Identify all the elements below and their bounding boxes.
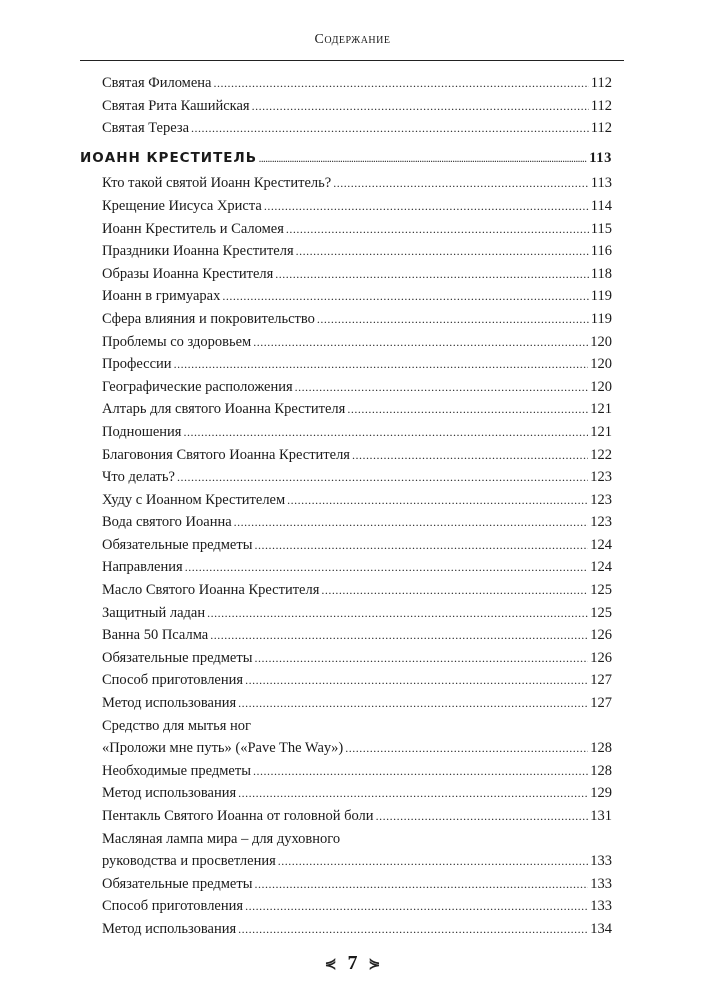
- toc-entry[interactable]: [80, 308, 612, 331]
- toc-entry-label: Обязательные предметы: [102, 649, 253, 666]
- toc-entry[interactable]: [80, 72, 612, 95]
- toc-entry-page: 120: [590, 333, 612, 350]
- ornament-right-icon: ⋟: [368, 956, 381, 972]
- dot-leader: [275, 263, 588, 286]
- toc-entry[interactable]: [80, 760, 612, 783]
- toc-entry-page: 113: [590, 175, 612, 192]
- toc-entry-label: Метод использования: [102, 920, 237, 937]
- dot-leader: [234, 511, 589, 534]
- table-of-contents: [80, 72, 612, 941]
- toc-entry-page: 133: [590, 853, 612, 870]
- toc-entry-page: 134: [590, 920, 612, 937]
- toc-entry[interactable]: [80, 398, 612, 421]
- toc-entry-label: Ванна 50 Псалма: [102, 627, 209, 644]
- toc-entry-label: Средство для мытья ног: [102, 717, 251, 734]
- toc-entry[interactable]: [80, 353, 612, 376]
- dot-leader: [286, 218, 589, 241]
- dot-leader: [191, 117, 589, 140]
- toc-entry[interactable]: [80, 556, 612, 579]
- toc-entry-label: Иоанн Креститель и Саломея: [102, 220, 284, 237]
- toc-entry-label: Масло Святого Иоанна Крестителя: [102, 582, 320, 599]
- toc-entry-page: 123: [590, 491, 612, 508]
- toc-entry-page: 126: [590, 627, 612, 644]
- toc-entry-page: 125: [590, 582, 612, 599]
- toc-entry[interactable]: [80, 444, 612, 467]
- toc-entry[interactable]: [80, 873, 612, 896]
- dot-leader: [264, 195, 589, 218]
- dot-leader: [245, 895, 588, 918]
- dot-leader: [278, 850, 588, 873]
- toc-entry-label: Праздники Иоанна Крестителя: [102, 243, 294, 260]
- toc-entry[interactable]: [80, 331, 612, 354]
- toc-entry-label: Способ приготовления: [102, 672, 244, 689]
- toc-entry-page: 128: [590, 740, 612, 757]
- toc-entry-page: 115: [590, 220, 612, 237]
- toc-entry-label: Худу с Иоанном Крестителем: [102, 491, 286, 508]
- toc-entry-page: 124: [590, 536, 612, 553]
- toc-entry-page: 122: [590, 446, 612, 463]
- toc-entry[interactable]: [80, 850, 612, 873]
- toc-entry-label: Защитный ладан: [102, 604, 206, 621]
- toc-entry-page: 125: [590, 604, 612, 621]
- toc-section-label: ИОАНН КРЕСТИТЕЛЬ: [80, 149, 258, 166]
- toc-entry-page: 127: [590, 695, 612, 712]
- toc-entry-page: 129: [590, 785, 612, 802]
- page-footer: [0, 952, 705, 975]
- toc-entry-page: 112: [590, 120, 612, 137]
- toc-entry-label: Благовония Святого Иоанна Крестителя: [102, 446, 350, 463]
- dot-leader: [254, 534, 588, 557]
- toc-entry-label: Проблемы со здоровьем: [102, 333, 252, 350]
- toc-entry[interactable]: [80, 511, 612, 534]
- toc-entry[interactable]: [80, 240, 612, 263]
- toc-entry-page: 123: [590, 514, 612, 531]
- toc-entry-page: 121: [590, 423, 612, 440]
- toc-entry[interactable]: [80, 579, 612, 602]
- toc-entry-page: 133: [590, 875, 612, 892]
- toc-entry[interactable]: [80, 466, 612, 489]
- toc-entry-label: Масляная лампа мира – для духовного: [102, 830, 341, 847]
- toc-entry-label: Святая Рита Кашийская: [102, 97, 250, 114]
- dot-leader: [345, 737, 588, 760]
- dot-leader: [245, 669, 588, 692]
- dot-leader: [238, 782, 588, 805]
- toc-entry[interactable]: [80, 376, 612, 399]
- toc-entry[interactable]: [80, 263, 612, 286]
- toc-entry[interactable]: [80, 669, 612, 692]
- dot-leader: [177, 466, 588, 489]
- dot-leader: [254, 647, 588, 670]
- toc-entry-page: 120: [590, 378, 612, 395]
- dot-leader: [238, 918, 588, 941]
- dot-leader: [222, 285, 588, 308]
- toc-entry-page: 120: [590, 356, 612, 373]
- toc-entry-label: руководства и просветления: [102, 853, 276, 870]
- toc-entry-line1[interactable]: [80, 828, 612, 851]
- toc-entry[interactable]: [80, 782, 612, 805]
- toc-entry-label: Иоанн в гримуарах: [102, 288, 221, 305]
- toc-entry[interactable]: [80, 895, 612, 918]
- toc-entry-label: Пентакль Святого Иоанна от головной боли: [102, 808, 374, 824]
- dot-leader: [213, 72, 588, 95]
- toc-entry-label: Образы Иоанна Крестителя: [102, 265, 274, 282]
- dot-leader: [183, 421, 588, 444]
- toc-section-heading[interactable]: [80, 147, 612, 170]
- toc-entry-page: 123: [590, 469, 612, 486]
- toc-entry-page: 127: [590, 672, 612, 689]
- dot-leader: [254, 873, 588, 896]
- toc-entry[interactable]: [80, 172, 612, 195]
- toc-entry-label: Вода святого Иоанна: [102, 514, 232, 531]
- dot-leader: [347, 398, 588, 421]
- toc-entry[interactable]: [80, 218, 612, 241]
- dot-leader: [207, 602, 588, 625]
- toc-entry-label: Святая Филомена: [102, 75, 212, 91]
- toc-entry-label: Обязательные предметы: [102, 875, 253, 892]
- header-divider: [80, 60, 624, 61]
- toc-entry-page: 126: [590, 649, 612, 666]
- toc-entry-page: 112: [590, 97, 612, 114]
- toc-entry-label: Кто такой святой Иоанн Креститель?: [102, 175, 332, 192]
- dot-leader: [317, 308, 589, 331]
- toc-entry[interactable]: [80, 692, 612, 715]
- toc-entry-label: Направления: [102, 559, 183, 576]
- toc-entry-line1[interactable]: [80, 715, 612, 738]
- dot-leader: [352, 444, 588, 467]
- toc-entry-page: 118: [590, 265, 612, 282]
- toc-entry-label: Метод использования: [102, 695, 237, 712]
- toc-entry-label: Сфера влияния и покровительство: [102, 310, 315, 327]
- toc-entry-label: Крещение Иисуса Христа: [102, 197, 262, 214]
- dot-leader: [253, 331, 588, 354]
- toc-entry[interactable]: [80, 624, 612, 647]
- toc-entry-page: 114: [590, 197, 612, 214]
- toc-entry[interactable]: [80, 285, 612, 308]
- dot-leader: [185, 556, 589, 579]
- dot-leader: [333, 172, 589, 195]
- toc-entry-page: 116: [590, 243, 612, 260]
- toc-entry[interactable]: [80, 805, 612, 828]
- toc-entry[interactable]: [80, 195, 612, 218]
- running-header-title: Содержание: [314, 32, 391, 47]
- dot-leader: [295, 376, 589, 399]
- toc-entry-label: Метод использования: [102, 785, 237, 802]
- toc-entry-label: Способ приготовления: [102, 898, 244, 915]
- toc-entry[interactable]: [80, 647, 612, 670]
- toc-entry-page: 119: [590, 310, 612, 327]
- dot-leader: [259, 147, 587, 172]
- toc-entry-page: 128: [590, 762, 612, 779]
- dot-leader: [287, 489, 588, 512]
- toc-entry[interactable]: [80, 737, 612, 760]
- dot-leader: [253, 760, 588, 783]
- toc-entry[interactable]: [80, 117, 612, 140]
- toc-entry-label: Что делать?: [102, 469, 175, 486]
- toc-entry[interactable]: [80, 534, 612, 557]
- dot-leader: [238, 692, 588, 715]
- toc-entry[interactable]: [80, 602, 612, 625]
- ornament-left-icon: ⋞: [324, 956, 337, 972]
- toc-entry-page: 131: [590, 808, 612, 824]
- toc-entry-label: Географические расположения: [102, 378, 293, 395]
- toc-entry-label: Подношения: [102, 423, 182, 440]
- toc-entry-page: 119: [590, 288, 612, 305]
- toc-entry-label: «Проложи мне путь» («Pave The Way»): [102, 740, 344, 757]
- toc-entry-label: Алтарь для святого Иоанна Крестителя: [102, 401, 346, 418]
- toc-entry-page: 121: [590, 401, 612, 418]
- dot-leader: [174, 353, 589, 376]
- dot-leader: [210, 624, 588, 647]
- toc-entry[interactable]: [80, 421, 612, 444]
- toc-entry-label: Профессии: [102, 356, 172, 373]
- toc-entry-page: 133: [590, 898, 612, 915]
- page-number: 7: [347, 952, 358, 974]
- toc-entry[interactable]: [80, 489, 612, 512]
- dot-leader: [321, 579, 588, 602]
- toc-entry-label: Необходимые предметы: [102, 762, 251, 779]
- toc-section-page: 113: [589, 149, 612, 166]
- toc-entry[interactable]: [80, 95, 612, 118]
- toc-entry-label: Обязательные предметы: [102, 536, 253, 553]
- dot-leader: [296, 240, 589, 263]
- dot-leader: [252, 95, 589, 118]
- dot-leader: [376, 805, 589, 828]
- toc-entry-page: 124: [590, 559, 612, 576]
- toc-entry-label: Святая Тереза: [102, 120, 190, 137]
- toc-entry[interactable]: [80, 918, 612, 941]
- toc-entry-page: 112: [590, 75, 612, 91]
